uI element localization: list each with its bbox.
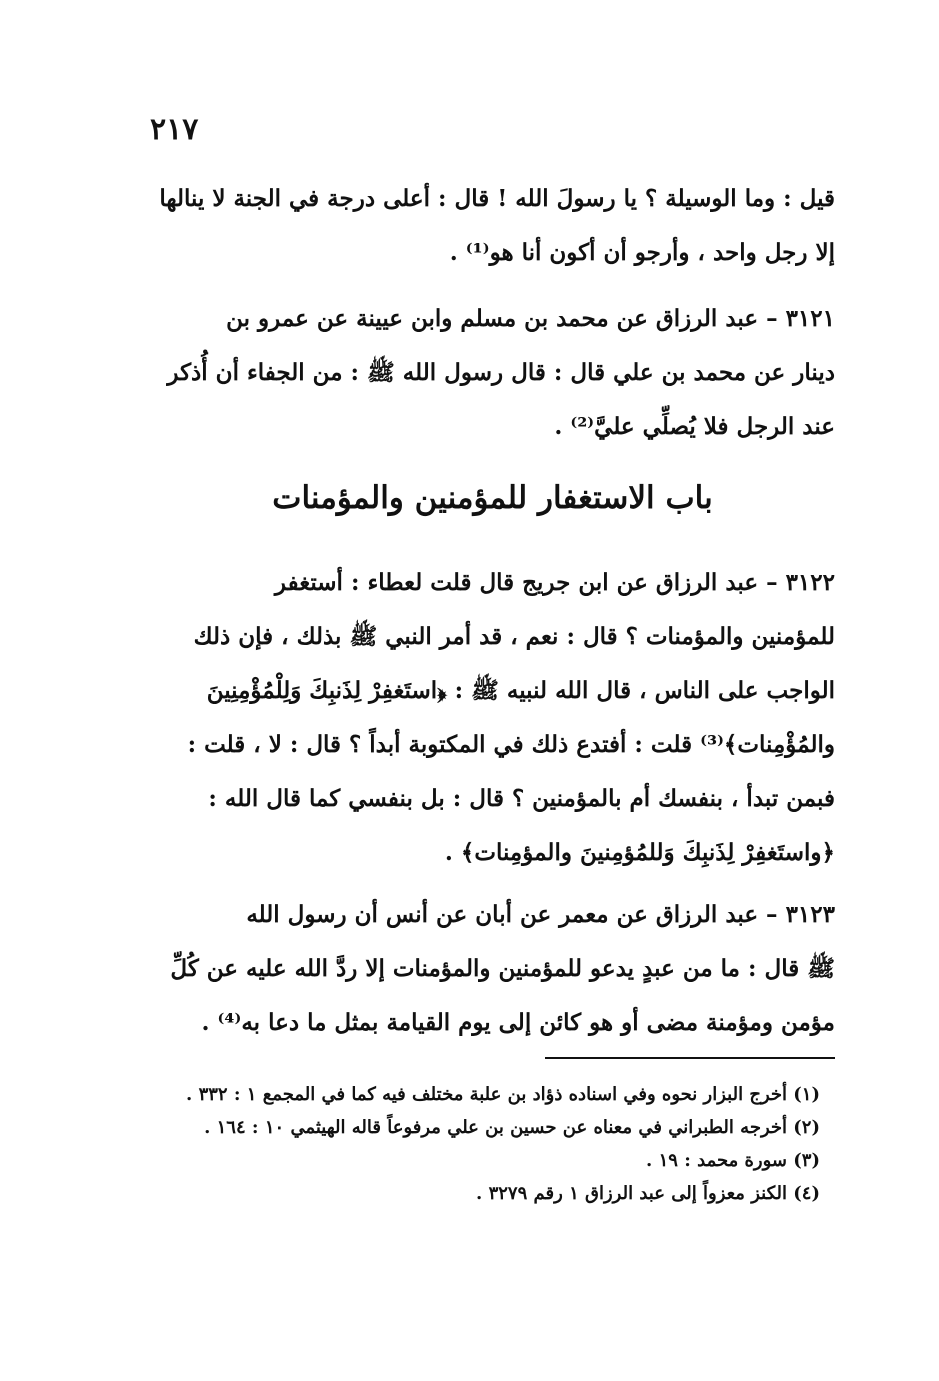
footnote-4: (٤) الكنز معزواً إلى عبد الرزاق ١ رقم ٣٢٧٩ . bbox=[476, 1183, 820, 1204]
text-line: والمُؤْمِنات﴾⁽³⁾ قلت : أفتدع ذلك في المكتوبة أبداً ؟ قال : لا ، قلت : bbox=[187, 731, 835, 758]
intro-paragraph bbox=[150, 172, 835, 280]
hadith-3121-paragraph bbox=[150, 292, 835, 454]
text-line: فبمن تبدأ ، بنفسك أم بالمؤمنين ؟ قال : بل بنفسي كما قال الله : bbox=[208, 785, 835, 812]
text-line: ٣١٢٢ – عبد الرزاق عن ابن جريج قال قلت لعطاء : أستغفر bbox=[274, 569, 835, 596]
text-line: ٣١٢١ – عبد الرزاق عن محمد بن مسلم وابن عيينة عن عمرو بن bbox=[226, 305, 835, 332]
text-line: قيل : وما الوسيلة ؟ يا رسولَ الله ! قال : أعلى درجة في الجنة لا ينالها bbox=[159, 185, 835, 212]
text-line: ٣١٢٣ – عبد الرزاق عن معمر عن أبان عن أنس أن رسول الله bbox=[246, 901, 835, 928]
page-number: ٢١٧ bbox=[150, 112, 199, 147]
text-line: عند الرجل فلا يُصلِّي عليَّ⁽²⁾ . bbox=[554, 413, 835, 440]
text-line: مؤمن ومؤمنة مضى أو هو كائن إلى يوم القيامة بمثل ما دعا به⁽⁴⁾ . bbox=[201, 1009, 835, 1036]
footnote-2: (٢) أخرجه الطبراني في معناه عن حسين بن علي مرفوعاً قاله الهيثمي ١٠ : ١٦٤ . bbox=[204, 1117, 820, 1138]
footnote-1: (١) أخرج البزار نحوه وفي اسناده ذؤاد بن علبة مختلف فيه كما في المجمع ١ : ٣٣٢ . bbox=[186, 1084, 820, 1105]
section-heading: باب الاستغفار للمؤمنين والمؤمنات bbox=[272, 480, 713, 516]
text-line: ﷺ قال : ما من عبدٍ يدعو للمؤمنين والمؤمنات إلا ردَّ الله عليه عن كُلِّ bbox=[170, 955, 835, 982]
footnotes bbox=[150, 1078, 820, 1210]
hadith-3122-paragraph bbox=[150, 556, 835, 880]
text-line: إلا رجل واحد ، وأرجو أن أكون أنا هو⁽¹⁾ . bbox=[449, 239, 835, 266]
text-line: للمؤمنين والمؤمنات ؟ قال : نعم ، قد أمر النبي ﷺ بذلك ، فإن ذلك bbox=[193, 623, 835, 650]
text-line: دينار عن محمد بن علي قال : قال رسول الله ﷺ : من الجفاء أن أُذكر bbox=[167, 359, 835, 386]
text-line: الواجب على الناس ، قال الله لنبيه ﷺ : ﴿استَغفِرْ لِذَنبِكَ وَلِلْمُؤْمِنِينَ bbox=[206, 677, 835, 704]
footnote-3: (٣) سورة محمد : ١٩ . bbox=[646, 1150, 820, 1171]
text-line: ﴿واستَغفِرْ لِذَنبِكَ وَللمُؤمِنينَ والمؤمِنات﴾ . bbox=[444, 839, 835, 866]
footnote-divider bbox=[545, 1057, 835, 1059]
hadith-3123-paragraph bbox=[150, 888, 835, 1050]
